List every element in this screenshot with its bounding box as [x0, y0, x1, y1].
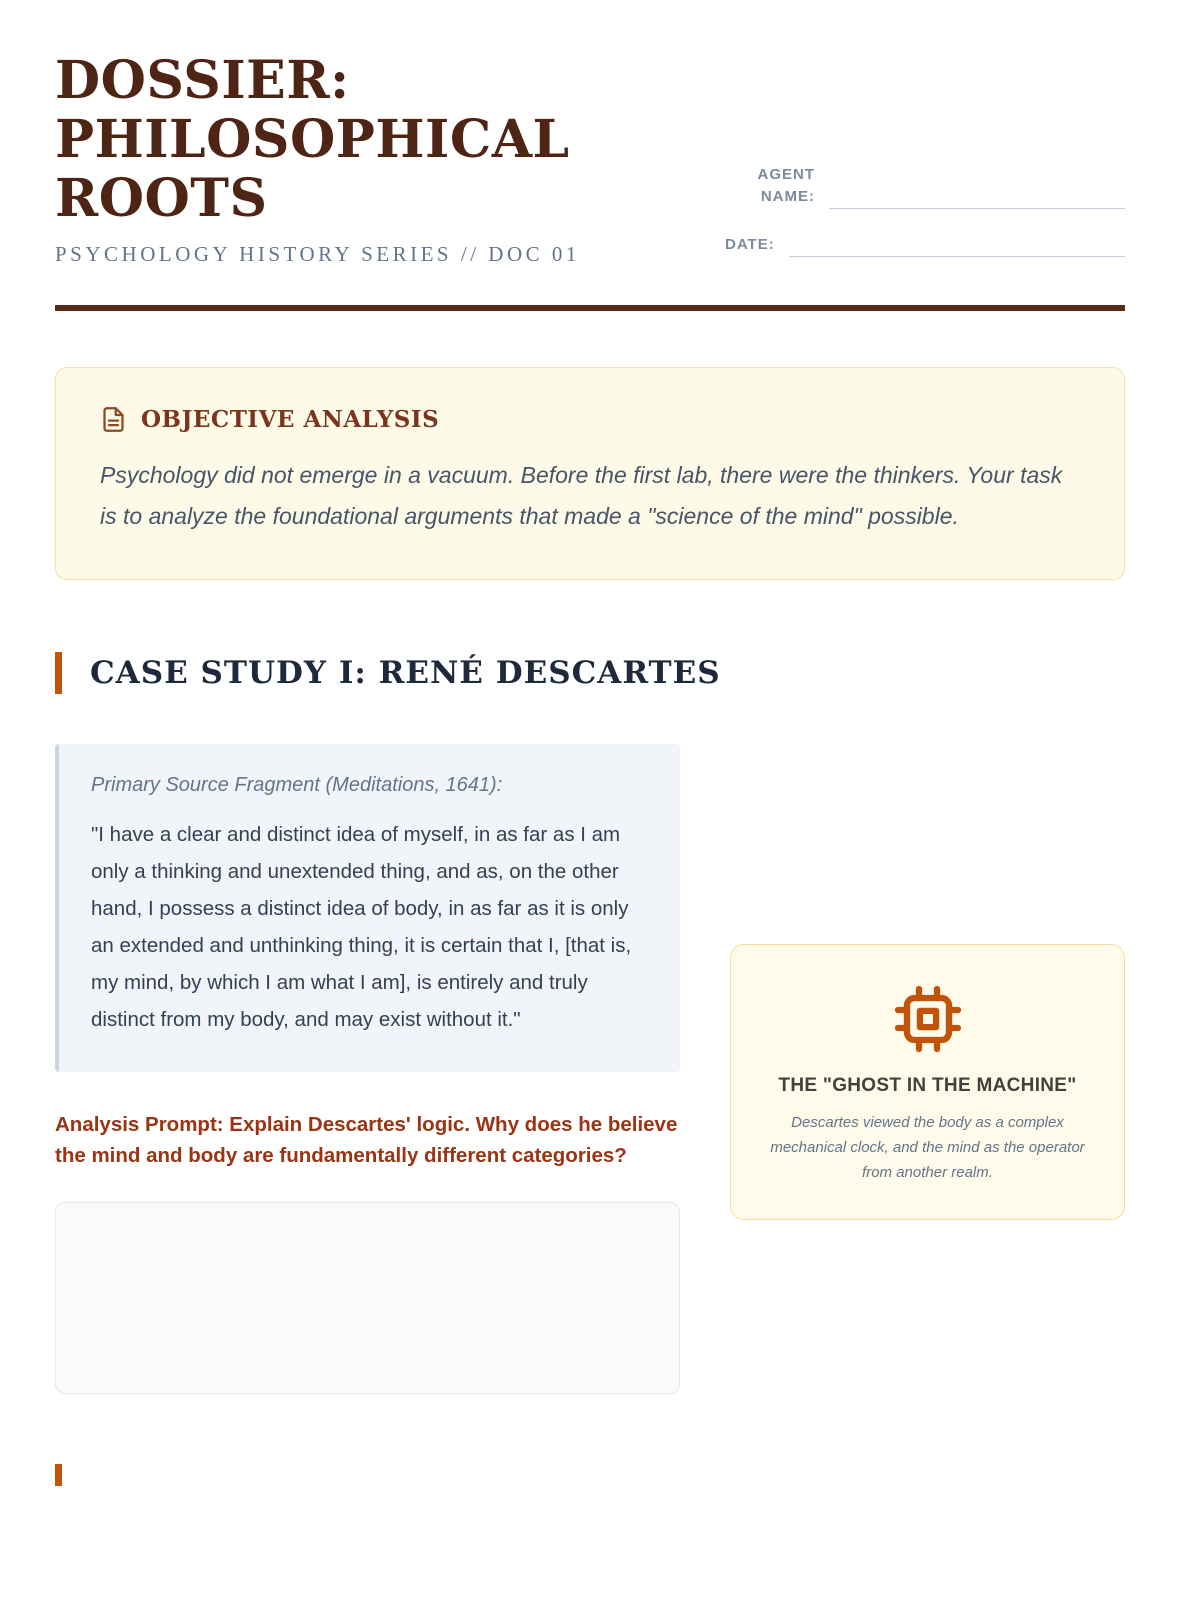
ghost-machine-card — [730, 944, 1125, 1220]
objective-title: OBJECTIVE ANALYSIS — [141, 406, 440, 434]
primary-source-box — [55, 744, 680, 1072]
agent-name-label: AGENT NAME: — [757, 165, 815, 205]
case-study-heading — [55, 652, 1125, 694]
primary-source-label: Primary Source Fragment (Meditations, 1641): — [91, 774, 503, 797]
page-title-line-2: PHILOSOPHICAL — [55, 108, 570, 170]
case-study-title: CASE STUDY I: RENÉ DESCARTES — [90, 655, 721, 692]
header-form — [725, 164, 1125, 268]
case-study-sidebar — [730, 944, 1125, 1220]
next-section-heading-partial — [55, 1464, 1125, 1486]
section-accent-bar — [55, 1464, 62, 1486]
analysis-answer-input[interactable] — [55, 1202, 680, 1394]
ghost-machine-title: THE "GHOST IN THE MACHINE" — [778, 1075, 1077, 1097]
case-study-columns — [55, 744, 1125, 1394]
primary-source-quote: "I have a clear and distinct idea of myself, in as far as I am only a thinking and unextended thing, and as, on the other hand, I possess a distinct idea of body, in as far as it is only an extended and unthinking thing, it is certain that I, [that is, my mind, by which I am what I am], is entirely and truly distinct from my body, and may exist without it." — [91, 823, 632, 1031]
masthead-titles — [55, 52, 580, 267]
page-title — [55, 52, 580, 228]
objective-header — [100, 406, 1080, 433]
page-subtitle: PSYCHOLOGY HISTORY SERIES // DOC 01 — [55, 242, 580, 267]
page-title-line-1: DOSSIER: — [55, 50, 350, 111]
analysis-prompt: Analysis Prompt: Explain Descartes' logic. Why does he believe the mind and body are fundamentally different categories? — [55, 1113, 678, 1168]
header-divider — [55, 305, 1125, 311]
ghost-machine-caption: Descartes viewed the body as a complex mechanical clock, and the mind as the operator from another realm. — [770, 1114, 1085, 1181]
agent-name-input[interactable] — [829, 183, 1125, 209]
objective-analysis-box — [55, 367, 1125, 580]
chip-icon — [892, 983, 964, 1055]
section-accent-bar — [55, 652, 62, 694]
case-study-main — [55, 744, 680, 1394]
agent-name-row — [725, 164, 1125, 210]
date-input[interactable] — [789, 231, 1125, 257]
objective-body: Psychology did not emerge in a vacuum. Before the first lab, there were the thinkers. Your task is to analyze the foundational arguments that made a "science of the mind" possible. — [100, 462, 1063, 530]
masthead — [55, 52, 1125, 267]
page-title-line-3: ROOTS — [55, 167, 268, 229]
date-label: DATE: — [725, 235, 775, 253]
date-row — [725, 231, 1125, 257]
document-icon — [100, 406, 127, 433]
